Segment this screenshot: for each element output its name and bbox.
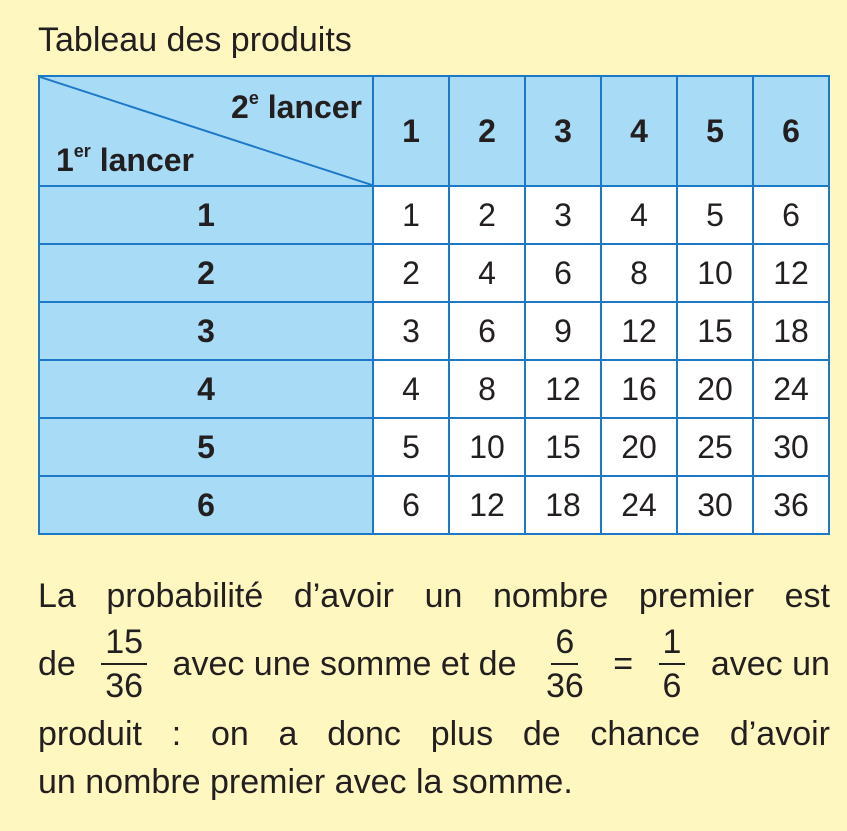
- table-cell: 20: [677, 360, 753, 418]
- table-row: [39, 418, 829, 476]
- row-header: 5: [39, 418, 373, 476]
- table-cell: 15: [525, 418, 601, 476]
- column-header: 5: [677, 76, 753, 186]
- table-cell: 5: [677, 186, 753, 244]
- paragraph-word: de: [38, 645, 76, 683]
- table-row: [39, 186, 829, 244]
- table-cell: 18: [525, 476, 601, 534]
- table-cell: 1: [373, 186, 449, 244]
- row-header: 1: [39, 186, 373, 244]
- page-title: Tableau des produits: [38, 21, 352, 59]
- column-header: 4: [601, 76, 677, 186]
- table-cell: 24: [601, 476, 677, 534]
- second-throw-label: 2e lancer: [231, 88, 362, 125]
- table-cell: 3: [373, 302, 449, 360]
- table-cell: 6: [753, 186, 829, 244]
- fraction-15-36: [101, 623, 147, 705]
- fraction-denominator: 6: [662, 667, 682, 705]
- table-cell: 30: [677, 476, 753, 534]
- table-cell: 8: [449, 360, 525, 418]
- table-cell: 6: [449, 302, 525, 360]
- table-cell: 8: [601, 244, 677, 302]
- table-cell: 12: [525, 360, 601, 418]
- column-header: 2: [449, 76, 525, 186]
- table-row: [39, 476, 829, 534]
- fraction-denominator: 36: [545, 667, 584, 705]
- table-cell: 6: [373, 476, 449, 534]
- table-cell: 20: [601, 418, 677, 476]
- table-cell: 2: [449, 186, 525, 244]
- table-cell: 10: [449, 418, 525, 476]
- paragraph-line: un nombre premier avec la somme.: [38, 763, 573, 801]
- table-cell: 16: [601, 360, 677, 418]
- first-throw-label: 1er lancer: [56, 141, 194, 178]
- column-header: 3: [525, 76, 601, 186]
- paragraph-text: avec une somme et de: [172, 645, 517, 683]
- fraction-numerator: 6: [551, 623, 578, 665]
- column-header: 6: [753, 76, 829, 186]
- row-header: 3: [39, 302, 373, 360]
- table-cell: 4: [449, 244, 525, 302]
- fraction-1-6: [659, 623, 686, 705]
- row-header: 6: [39, 476, 373, 534]
- table-cell: 3: [525, 186, 601, 244]
- table-cell: 15: [677, 302, 753, 360]
- fraction-numerator: 1: [659, 623, 686, 665]
- paragraph-text: avec un: [710, 645, 830, 683]
- table-cell: 5: [373, 418, 449, 476]
- table-cell: 30: [753, 418, 829, 476]
- equals-sign: =: [613, 645, 634, 683]
- table-row: [39, 302, 829, 360]
- fraction-6-36: [542, 623, 588, 705]
- table-cell: 9: [525, 302, 601, 360]
- table-header-row: [39, 76, 829, 186]
- table-cell: 18: [753, 302, 829, 360]
- table-cell: 12: [449, 476, 525, 534]
- row-header: 4: [39, 360, 373, 418]
- table-cell: 4: [601, 186, 677, 244]
- table-cell: 10: [677, 244, 753, 302]
- table-cell: 24: [753, 360, 829, 418]
- table-corner-cell: [39, 76, 373, 186]
- row-header: 2: [39, 244, 373, 302]
- table-cell: 12: [753, 244, 829, 302]
- paragraph-line: produit : on a donc plus de chance d’avoir: [38, 715, 830, 753]
- table-row: [39, 360, 829, 418]
- column-header: 1: [373, 76, 449, 186]
- fraction-line: [38, 618, 830, 710]
- products-table: [38, 75, 830, 535]
- conclusion-paragraph: [38, 572, 830, 806]
- table-cell: 25: [677, 418, 753, 476]
- paragraph-line: La probabilité d’avoir un nombre premier est: [38, 577, 830, 615]
- table-cell: 12: [601, 302, 677, 360]
- table-cell: 2: [373, 244, 449, 302]
- table-cell: 6: [525, 244, 601, 302]
- fraction-numerator: 15: [101, 623, 147, 665]
- table-row: [39, 244, 829, 302]
- table-cell: 4: [373, 360, 449, 418]
- table-cell: 36: [753, 476, 829, 534]
- fraction-denominator: 36: [105, 667, 144, 705]
